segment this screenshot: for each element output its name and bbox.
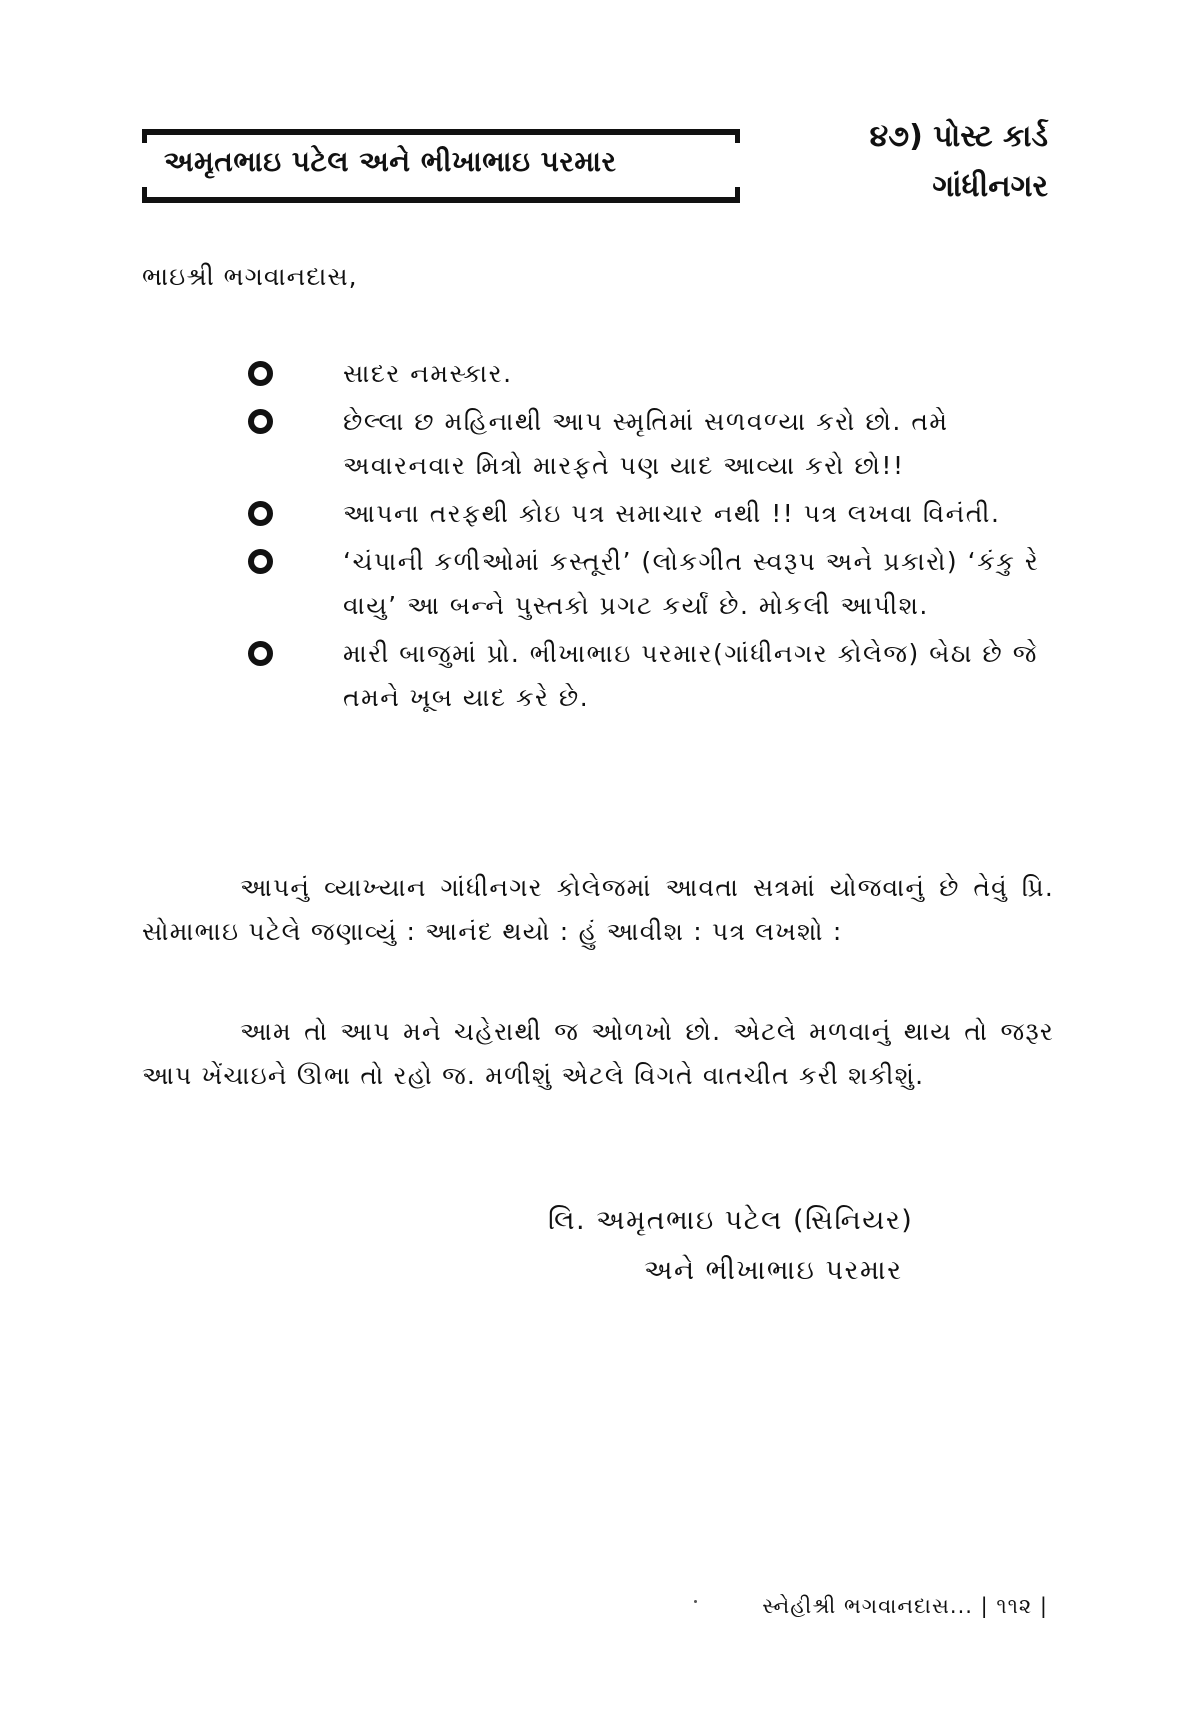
- bullet-circle-icon: [248, 549, 273, 574]
- title-box: [142, 125, 740, 201]
- body-paragraph: આપનું વ્યાખ્યાન ગાંધીનગર કોલેજમાં આવતા સત્રમાં યોજવાનું છે તેવું પ્રિ. સોમાભાઇ પટેલે જણાવ્યું : આનંદ થયો : હું આવીશ : પત્ર લખશો :: [142, 873, 1054, 946]
- title-bottom-rule: [142, 197, 740, 203]
- list-item-text: મારી બાજુમાં પ્રો. ભીખાભાઇ પરમાર(ગાંધીનગર કોલેજ) બેઠા છે જે તમને ખૂબ યાદ કરે છે.: [343, 639, 1038, 712]
- signature-line: અને ભીખાભાઇ પરમાર: [644, 1255, 903, 1286]
- bullet-circle-icon: [248, 361, 273, 386]
- body-paragraph: આમ તો આપ મને ચહેરાથી જ ઓળખો છો. એટલે મળવાનું થાય તો જરૂર આપ ખેંચાઇને ઊભા તો રહો જ. મળીશું એટલે વિગતે વાતચીત કરી શકીશું.: [142, 1017, 1054, 1090]
- page-footer: સ્નેહીશ્રી ભગવાનદાસ... | ૧૧૨ |: [762, 1594, 1048, 1618]
- salutation: ભાઇશ્રી ભગવાનદાસ,: [142, 262, 358, 291]
- list-item-text: આપના તરફથી કોઇ પત્ર સમાચાર નથી !! પત્ર લખવા વિનંતી.: [343, 499, 1001, 528]
- letter-place: ગાંધીનગર: [932, 169, 1048, 204]
- letter-number: ૪૭) પોસ્ટ કાર્ડ: [869, 119, 1048, 154]
- list-item-text: ‘ચંપાની કળીઓમાં કસ્તૂરી’ (લોકગીત સ્વરૂપ અને પ્રકારો) ‘કંકુ રે વાયુ’ આ બન્ને પુસ્તકો પ્રગટ કર્યાં છે. મોકલી આપીશ.: [343, 547, 1040, 620]
- title-top-rule: [142, 129, 740, 135]
- list-item: [248, 492, 1058, 536]
- list-item: [248, 632, 1058, 720]
- bullet-list: [248, 352, 1058, 724]
- list-item: [248, 540, 1058, 628]
- signature-block: [548, 1196, 913, 1296]
- letter-meta: [870, 112, 1048, 212]
- print-speck: [694, 1600, 697, 1603]
- signature-line: લિ. અમૃતભાઇ પટેલ (સિનિયર): [548, 1205, 914, 1236]
- list-item: [248, 400, 1058, 488]
- list-item: [248, 352, 1058, 396]
- list-item-text: છેલ્લા છ મહિનાથી આપ સ્મૃતિમાં સળવળ્યા કરો છો. તમે અવારનવાર મિત્રો મારફતે પણ યાદ આવ્યા કરો છો!!: [343, 407, 949, 480]
- title-corner-mark: [735, 129, 740, 143]
- title-corner-mark: [142, 129, 147, 143]
- letter-title: અમૃતભાઇ પટેલ અને ભીખાભાઇ પરમાર: [164, 145, 617, 178]
- bullet-circle-icon: [248, 409, 273, 434]
- list-item-text: સાદર નમસ્કાર.: [343, 359, 513, 388]
- bullet-circle-icon: [248, 501, 273, 526]
- bullet-circle-icon: [248, 641, 273, 666]
